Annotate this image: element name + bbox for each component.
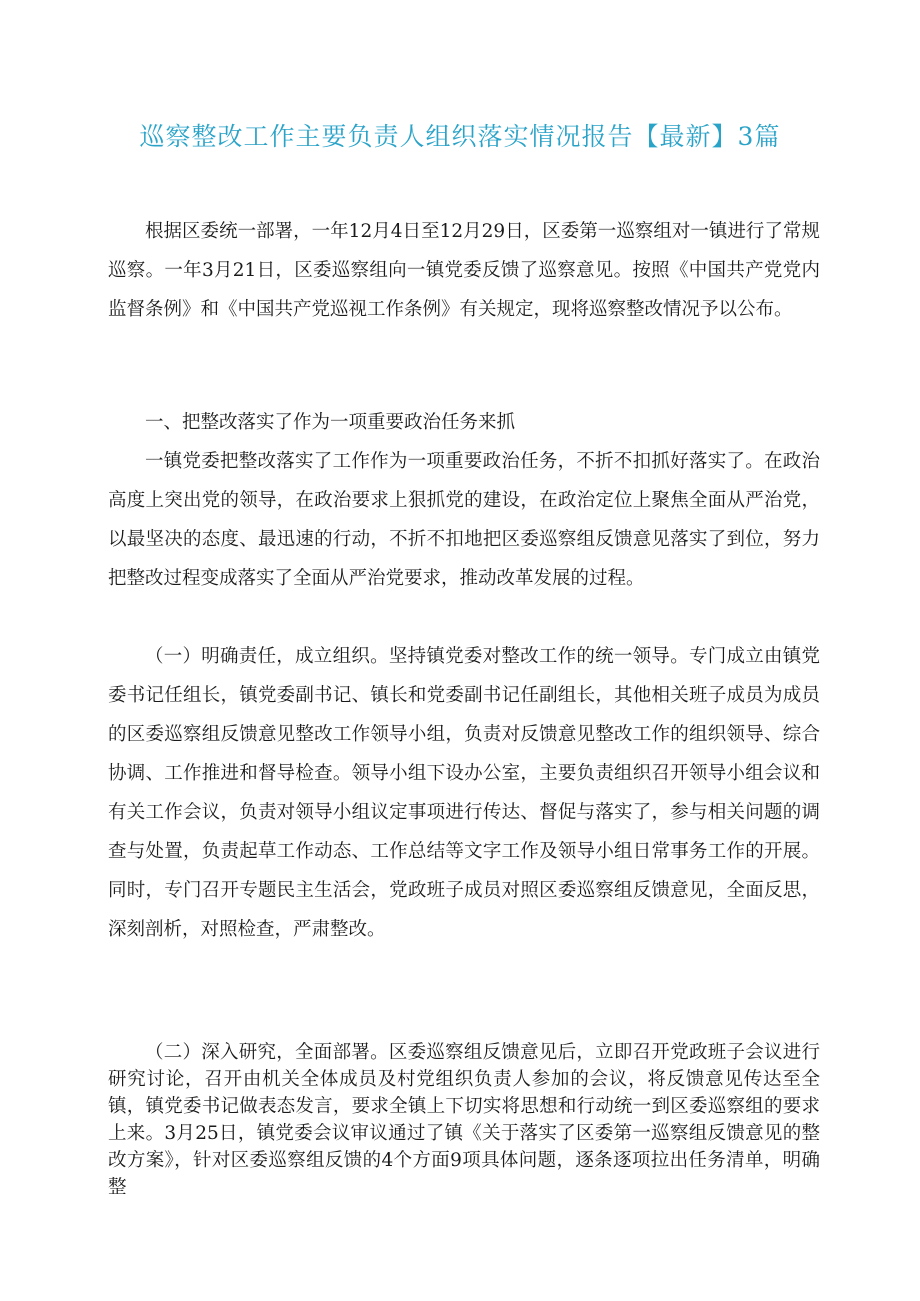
paragraph-section-1: 一镇党委把整改落实了工作作为一项重要政治任务，不折不扣抓好落实了。在政治高度上突出党的领导，在政治要求上狠抓党的建设，在政治定位上聚焦全面从严治党，以最坚决的态度、最迅速的行动，不折不扣地把区委巡察组反馈意见落实了到位，努力把整改过程变成落实了全面从严治党要求，推动改革发展的过程。 bbox=[108, 451, 820, 589]
paragraph-subsection-2: （二）深入研究，全面部署。区委巡察组反馈意见后，立即召开党政班子会议进行研究讨论，召开由机关全体成员及村党组织负责人参加的会议，将反馈意见传达至全镇，镇党委书记做表态发言，要求全镇上下切实将思想和行动统一到区委巡察组的要求上来。3月25日，镇党委会议审议通过了镇《关于落实了区委第一巡察组反馈意见的整改方案》，针对区委巡察组反馈的4个方面9项具体问题，逐条逐项拉出任务清单，明确整 bbox=[108, 1042, 820, 1198]
paragraph-subsection-1: （一）明确责任，成立组织。坚持镇党委对整改工作的统一领导。专门成立由镇党委书记任组长，镇党委副书记、镇长和党委副书记任副组长，其他相关班子成员为成员的区委巡察组反馈意见整改工作领导小组，负责对反馈意见整改工作的组织领导、综合协调、工作推进和督导检查。领导小组下设办公室，主要负责组织召开领导小组会议和有关工作会议，负责对领导小组议定事项进行传达、督促与落实了，参与相关问题的调查与处置，负责起草工作动态、工作总结等文字工作及领导小组日常事务工作的开展。同时，专门召开专题民主生活会，党政班子成员对照区委巡察组反馈意见，全面反思，深刻剖析，对照检查，严肃整改。 bbox=[108, 646, 820, 940]
paragraph-intro: 根据区委统一部署，一年12月4日至12月29日，区委第一巡察组对一镇进行了常规巡察。一年3月21日，区委巡察组向一镇党委反馈了巡察意见。按照《中国共产党党内监督条例》和《中国共产党巡视工作条例》有关规定，现将巡察整改情况予以公布。 bbox=[108, 221, 820, 320]
section-heading-1: 一、把整改落实了作为一项重要政治任务来抓 bbox=[145, 412, 516, 433]
document-title: 巡察整改工作主要负责人组织落实情况报告【最新】3篇 bbox=[139, 122, 781, 151]
